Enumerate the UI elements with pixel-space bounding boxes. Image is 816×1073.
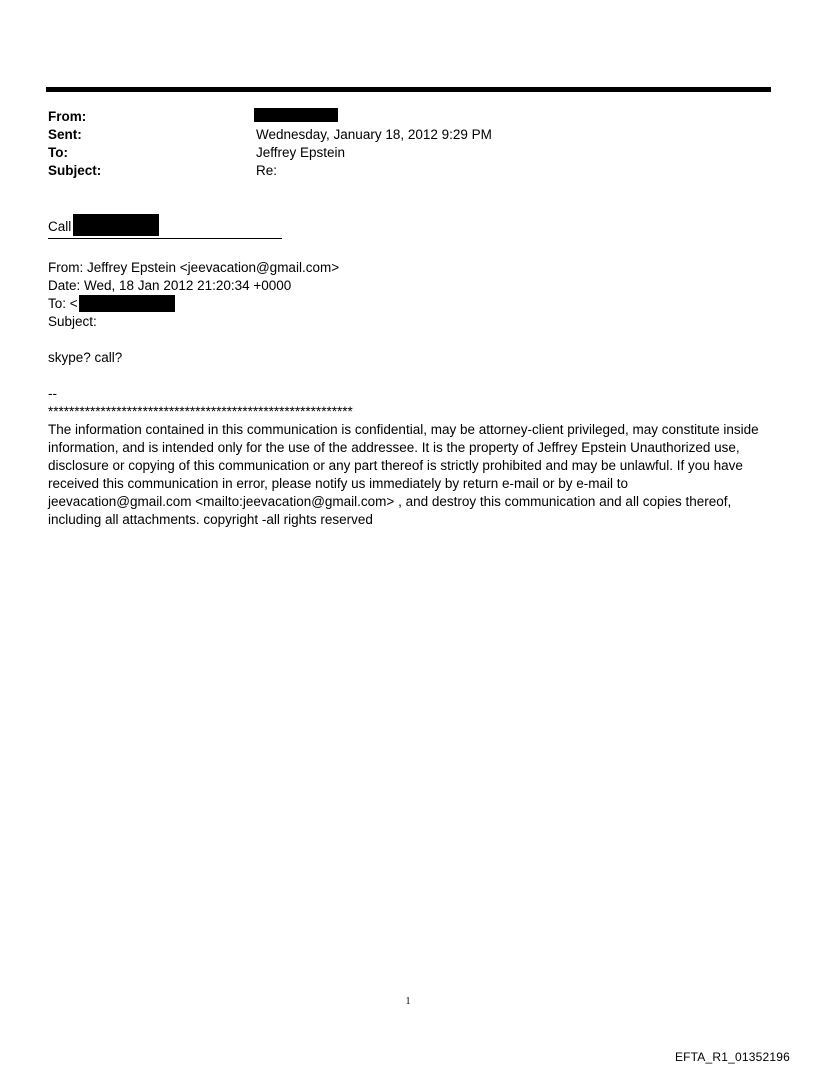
bates-number: EFTA_R1_01352196 (674, 1050, 790, 1064)
signature-asterisks: ********************************************************** (48, 404, 353, 419)
from-redaction (254, 108, 338, 122)
quoted-message: skype? call? (48, 350, 123, 365)
quoted-date-line: Date: Wed, 18 Jan 2012 21:20:34 +0000 (48, 278, 292, 293)
reply-redaction (73, 214, 159, 236)
sent-label: Sent: (48, 127, 82, 142)
quoted-from-line: From: Jeffrey Epstein <jeevacation@gmail.com> (48, 260, 340, 275)
reply-line (48, 214, 768, 232)
to-value: Jeffrey Epstein (256, 145, 346, 160)
quoted-to-prefix: To: < (48, 296, 78, 311)
reply-text: Call (48, 219, 72, 234)
confidentiality-disclaimer: The information contained in this communication is confidential, may be attorney-client privileged, may constitute inside information, and is intended only for the use of the addressee. It is the property of Jeffrey Epstein Unauthorized use, disclosure or copying of this communication or any part thereof is strictly prohibited and may be unlawful. If you have received this communication in error, please notify us immediately by return e-mail or by e-mail to jeevacation@gmail.com <mailto:jeevacation@gmail.com> , and destroy this communication and all copies thereof, including all attachments. copyright -all rights reserved (48, 422, 759, 527)
quoted-to-line (48, 295, 768, 313)
subject-value: Re: (256, 163, 278, 178)
quoted-subject-line: Subject: (48, 314, 97, 329)
signature-dashes: -- (48, 386, 57, 401)
email-body (48, 214, 768, 529)
spacer (48, 331, 768, 349)
sent-value: Wednesday, January 18, 2012 9:29 PM (256, 127, 492, 142)
quoted-separator (48, 238, 282, 239)
from-label: From: (48, 109, 87, 124)
subject-label: Subject: (48, 163, 102, 178)
to-label: To: (48, 145, 68, 160)
header-rule (46, 87, 771, 92)
spacer (48, 367, 768, 385)
page-number: 1 (405, 996, 411, 1007)
quoted-to-redaction (79, 295, 175, 312)
